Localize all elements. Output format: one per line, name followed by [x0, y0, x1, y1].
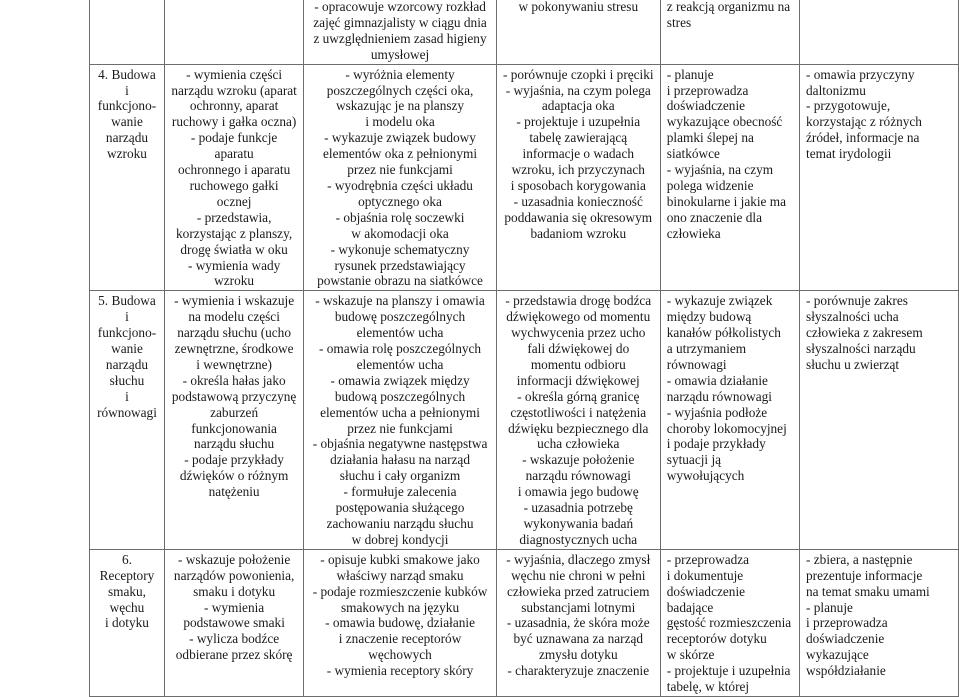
- requirement-text: - wymienia części narządu wzroku (aparat ochronny, aparat ruchowy i gałka oczna) - podaje funkcje aparatu ochronnego i aparatu ruchowego gałki ocznej - przedstawia, korzystając z planszy, drogę światła w oku - wymienia wady wzroku: [171, 66, 297, 289]
- requirement-cell: [800, 64, 959, 291]
- requirement-cell: [660, 0, 799, 64]
- requirement-cell: [496, 64, 660, 291]
- requirement-cell: [304, 64, 497, 291]
- requirement-text: - wskazuje na planszy i omawia budowę poszczególnych elementów ucha - omawia rolę poszczególnych elementów ucha - omawia związek między budową poszczególnych elementów ucha a pełnionymi przez nie funkcjami - objaśnia negatywne następstwa działania hałasu na narząd słuchu i cały organizm - formułuje zalecenia postępowania służącego zachowaniu narządu słuchu w dobrej kondycji: [312, 293, 488, 547]
- requirement-cell: [660, 549, 799, 696]
- curriculum-requirements-table: [89, 0, 959, 697]
- requirement-cell: [800, 291, 959, 550]
- requirement-text: w pokonywaniu stresu: [518, 0, 639, 14]
- requirement-cell: [164, 291, 303, 550]
- requirement-text: - wymienia i wskazuje na modelu części narządu słuchu (ucho zewnętrzne, środkowe i wewnętrzne) - określa hałas jako podstawową przyczynę zaburzeń funkcjonowania narządu słuchu - podaje przykłady dźwięków o różnym natężeniu: [171, 293, 297, 500]
- requirement-cell: [164, 64, 303, 291]
- requirement-cell: [660, 64, 799, 291]
- topic-cell: [90, 549, 165, 696]
- requirement-text: - porównuje zakres słyszalności ucha człowieka z zakresem słyszalności narządu słuchu u zwierząt: [806, 293, 923, 372]
- requirement-cell: [800, 549, 959, 696]
- requirement-cell: [304, 549, 497, 696]
- table-row: [90, 291, 959, 550]
- requirement-cell: [164, 549, 303, 696]
- requirement-cell: [660, 291, 799, 550]
- requirement-text: - wyróżnia elementy poszczególnych części oka, wskazując je na planszy i modelu oka - wykazuje związek budowy elementów oka z pełnionymi przez nie funkcjami - wyodrębnia części układu optycznego oka - objaśnia rolę soczewki w akomodacji oka - wykonuje schematyczny rysunek przedstawiający powstanie obrazu na siatkówce: [317, 66, 483, 289]
- requirement-text: - porównuje czopki i pręciki - wyjaśnia, na czym polega adaptacja oka - projektuje i uzupełnia tabelę zawierającą informacje o wadach wzroku, ich przyczynach i sposobach korygowania - uzasadnia konieczność poddawania się okresowym badaniom wzroku: [502, 66, 654, 241]
- topic-text: 5. Budowa i funkcjono- wanie narządu słuchu i równowagi: [97, 293, 157, 420]
- requirement-cell: [496, 0, 660, 64]
- topic-cell: [90, 291, 165, 550]
- topic-text: 6. Receptory smaku, węchu i dotyku: [99, 551, 155, 631]
- requirement-text: - wskazuje położenie narządów powonienia, smaku i dotyku - wymienia podstawowe smaki - wylicza bodźce odbierane przez skórę: [173, 551, 295, 663]
- topic-text: 4. Budowa i funkcjono- wanie narządu wzroku: [97, 66, 157, 162]
- requirement-text: - przeprowadza i dokumentuje doświadczenie badające gęstość rozmieszczenia receptorów dotyku w skórze - projektuje i uzupełnia tabelę, w której: [666, 551, 792, 695]
- requirement-cell: [304, 0, 497, 64]
- requirement-text: - przedstawia drogę bodźca dźwiękowego od momentu wychwycenia przez ucho fali dźwiękowej do momentu odbioru informacji dźwiękowej - określa górną granicę częstotliwości i natężenia dźwięku bezpiecznego dla ucha człowieka - wskazuje położenie narządu równowagi i omawia jego budowę - uzasadnia potrzebę wykonywania badań diagnostycznych ucha: [505, 293, 652, 547]
- requirement-cell: [304, 291, 497, 550]
- table-row: [90, 0, 959, 64]
- requirement-text: - wykazuje związek między budową kanałów półkolistych a utrzymaniem równowagi - omawia działanie narządu równowagi - wyjaśnia podłoże choroby lokomocyjnej i podaje przykłady sytuacji ją wywołujących: [666, 293, 787, 484]
- requirement-text: z reakcją organizmu na stres: [666, 0, 791, 30]
- table-row: [90, 549, 959, 696]
- requirement-text: - omawia przyczyny daltonizmu - przygotowuje, korzystając z różnych źródeł, informacje na temat irydologii: [806, 66, 922, 162]
- topic-cell: [90, 64, 165, 291]
- table-row: [90, 64, 959, 291]
- requirement-text: - zbiera, a następnie prezentuje informacje na temat smaku umami - planuje i przeprowadza doświadczenie wykazujące współdziałanie: [806, 551, 930, 679]
- topic-cell: [90, 0, 165, 64]
- requirement-text: - opracowuje wzorcowy rozkład zajęć gimnazjalisty w ciągu dnia z uwzględnieniem zasad higieny umysłowej: [313, 0, 487, 62]
- requirement-text: - wyjaśnia, dlaczego zmysł węchu nie chroni w pełni człowieka przed zatruciem substancjami lotnymi - uzasadnia, że skóra może być uznawana za narząd zmysłu dotyku - charakteryzuje znaczenie: [506, 551, 651, 679]
- requirement-cell: [496, 291, 660, 550]
- requirement-text: - planuje i przeprowadza doświadczenie wykazujące obecność plamki ślepej na siatkówce - wyjaśnia, na czym polega widzenie binokularne i jakie ma ono znaczenie dla człowieka: [666, 66, 787, 241]
- requirement-cell: [800, 0, 959, 64]
- requirement-cell: [164, 0, 303, 64]
- requirement-text: - opisuje kubki smakowe jako właściwy narząd smaku - podaje rozmieszczenie kubków smakowych na języku - omawia budowę, działanie i znaczenie receptorów węchowych - wymienia receptory skóry: [312, 551, 488, 679]
- requirement-cell: [496, 549, 660, 696]
